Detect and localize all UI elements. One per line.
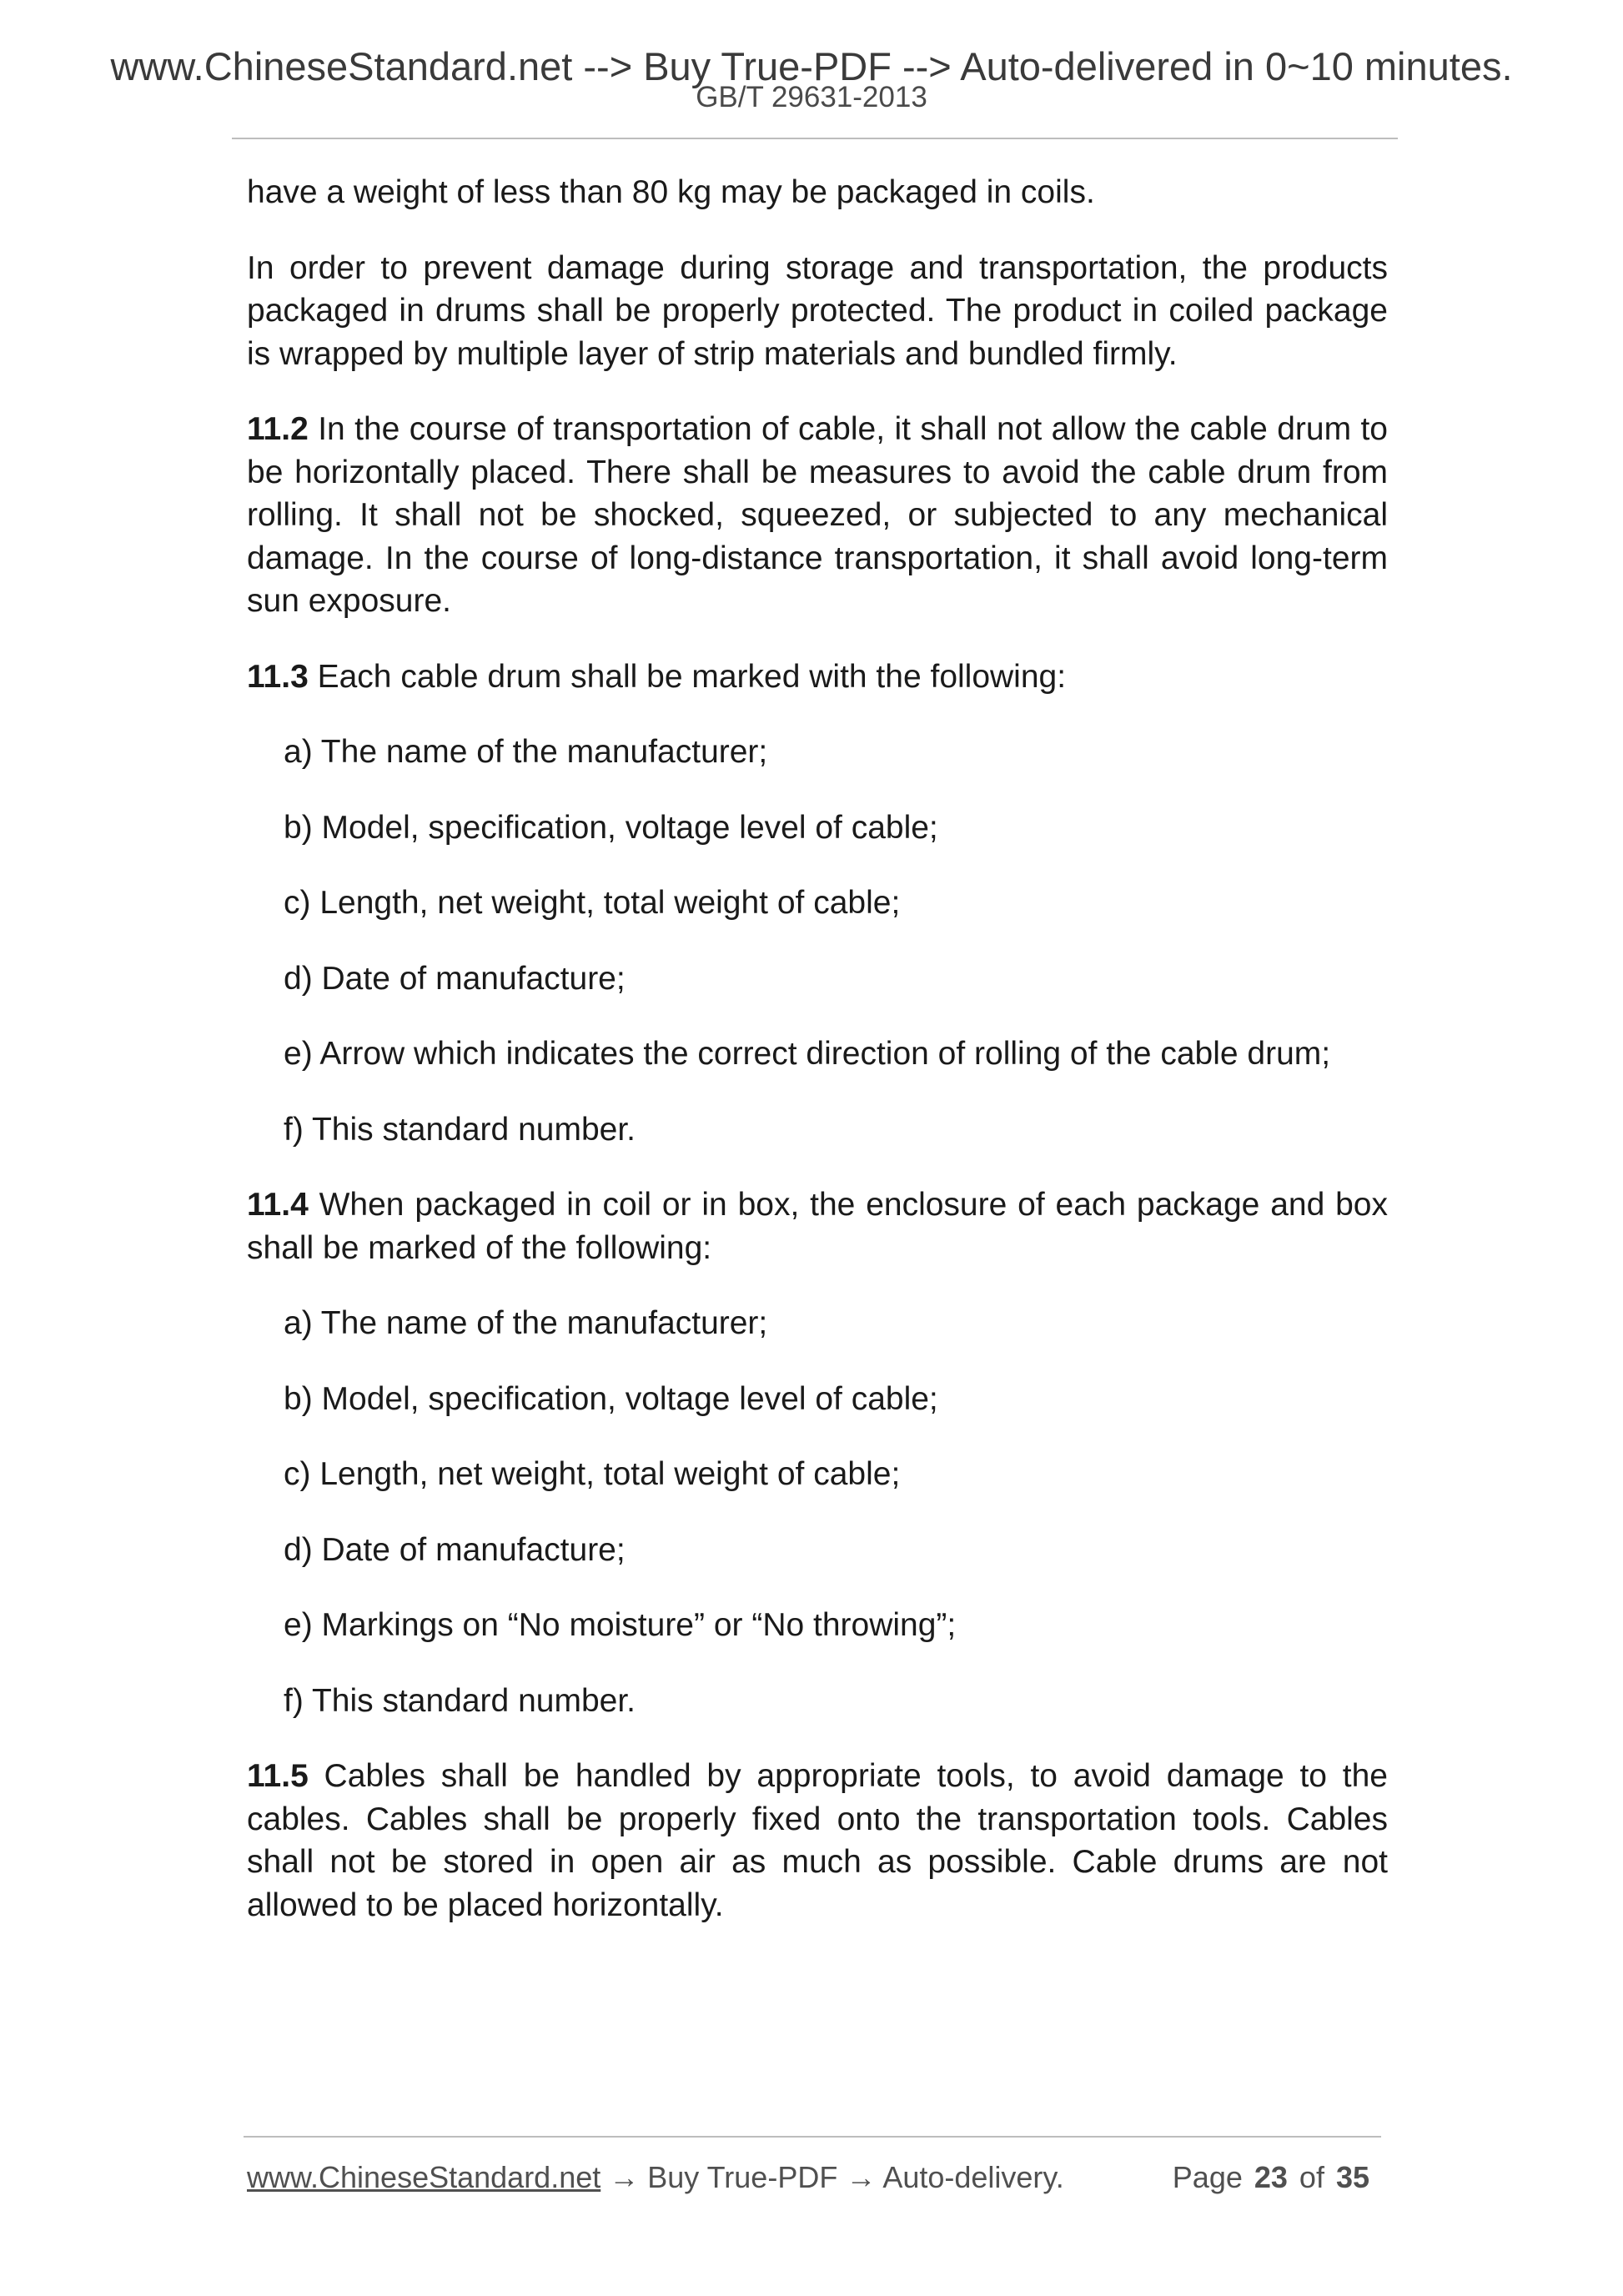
list-item: e) Arrow which indicates the correct direction of rolling of the cable drum; xyxy=(284,1036,1331,1072)
list-item: a) The name of the manufacturer; xyxy=(284,734,768,770)
clause-11-5 xyxy=(247,1755,1388,1927)
clause-number: 11.5 xyxy=(247,1758,309,1794)
clause-text: Cables shall be handled by appropriate tools, to avoid damage to the cables. Cables shall be properly fixed onto the transportation tools. Cables shall not be stored in open air as much as possible. Cable drums are not allowed to be placed horizontally. xyxy=(247,1758,1388,1923)
clause-11-3-list xyxy=(247,731,1388,1151)
clause-text: Each cable drum shall be marked with the following: xyxy=(317,658,1067,695)
page-label: Page xyxy=(1172,2160,1243,2194)
clause-text: When packaged in coil or in box, the enclosure of each package and box shall be marked of the following: xyxy=(247,1187,1388,1266)
clause-text: In the course of transportation of cable, it shall not allow the cable drum to be horizontally placed. There shall be measures to avoid the cable drum from rolling. It shall not be shocked, squeezed, or subjected to any mechanical damage. In the course of long-distance transportation, it shall avoid long-term sun exposure. xyxy=(247,411,1388,619)
list-item: c) Length, net weight, total weight of cable; xyxy=(284,885,901,921)
list-item: c) Length, net weight, total weight of cable; xyxy=(284,1456,901,1492)
document-body xyxy=(247,171,1388,1927)
clause-number: 11.3 xyxy=(247,658,309,695)
clause-11-3 xyxy=(247,656,1388,699)
clause-11-4 xyxy=(247,1183,1388,1269)
page-indicator xyxy=(1173,2158,1369,2197)
list-item: b) Model, specification, voltage level of cable; xyxy=(284,1380,938,1417)
protection-paragraph: In order to prevent damage during storage and transportation, the products packaged in drums shall be properly protected. The product in coiled package is wrapped by multiple layer of strip materials and bundled firmly. xyxy=(247,249,1388,372)
list-item: a) The name of the manufacturer; xyxy=(284,1305,768,1341)
list-item: d) Date of manufacture; xyxy=(284,960,626,997)
site-banner: www.ChineseStandard.net --> Buy True-PDF --> Auto-delivered in 0~10 minutes. xyxy=(110,44,1513,88)
intro-paragraph: have a weight of less than 80 kg may be packaged in coils. xyxy=(247,174,1095,210)
list-item: d) Date of manufacture; xyxy=(284,1531,626,1568)
list-item: f) This standard number. xyxy=(284,1682,636,1719)
footer-promo-text: → Buy True-PDF → Auto-delivery. xyxy=(600,2160,1064,2194)
standard-code: GB/T 29631-2013 xyxy=(696,81,927,113)
footer-promo xyxy=(247,2158,1064,2197)
clause-number: 11.4 xyxy=(247,1187,309,1223)
clause-number: 11.2 xyxy=(247,411,309,447)
list-item: e) Markings on “No moisture” or “No throwing”; xyxy=(284,1607,957,1643)
footer-divider xyxy=(244,2136,1381,2138)
footer-site-link[interactable]: www.ChineseStandard.net xyxy=(247,2160,601,2194)
header-divider xyxy=(232,138,1398,139)
total-page-number: 35 xyxy=(1335,2160,1369,2194)
clause-11-2 xyxy=(247,408,1388,623)
clause-11-4-list xyxy=(247,1302,1388,1722)
current-page-number: 23 xyxy=(1254,2160,1288,2194)
page-footer xyxy=(247,2158,1381,2200)
list-item: b) Model, specification, voltage level of cable; xyxy=(284,809,938,846)
list-item: f) This standard number. xyxy=(284,1111,636,1148)
of-label: of xyxy=(1299,2160,1324,2194)
